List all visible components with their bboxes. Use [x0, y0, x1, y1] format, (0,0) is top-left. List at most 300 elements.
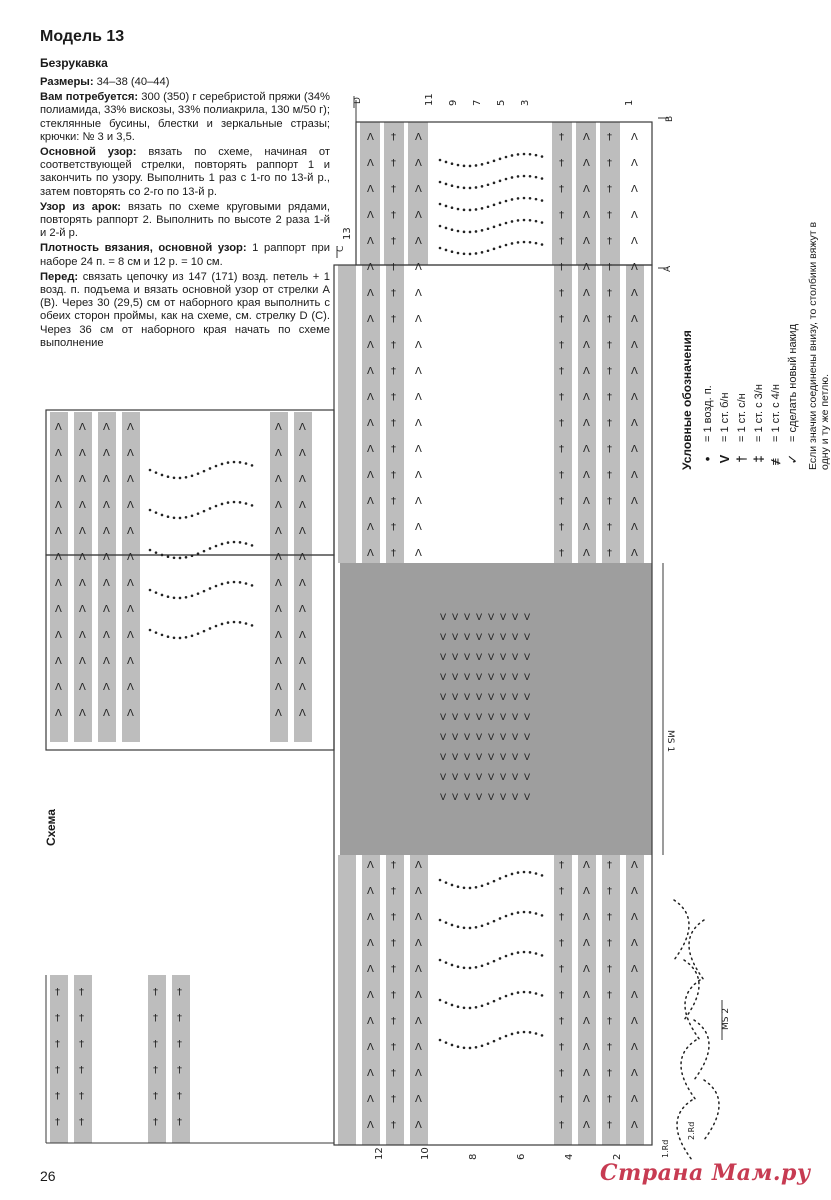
- chain-dot: [209, 587, 212, 590]
- chain-dot: [529, 911, 532, 914]
- stitch-symbol: V: [476, 773, 483, 783]
- stitch-symbol: †: [153, 1065, 158, 1076]
- chain-dot: [197, 592, 200, 595]
- stitch-symbol: Λ: [367, 262, 374, 273]
- stitch-symbol: V: [452, 653, 459, 663]
- stitch-symbol: Λ: [583, 1016, 590, 1027]
- chain-dot: [457, 186, 460, 189]
- stitch-symbol: †: [391, 158, 396, 169]
- stitch-symbol: Λ: [415, 496, 422, 507]
- stitch-symbol: Λ: [103, 422, 110, 433]
- stitch-symbol: †: [559, 262, 564, 273]
- chain-dot: [535, 198, 538, 201]
- stitch-symbol: Λ: [631, 444, 638, 455]
- chain-dot: [493, 182, 496, 185]
- chain-dot: [451, 162, 454, 165]
- stitch-symbol: †: [559, 236, 564, 247]
- legend-title: Условные обозначения: [680, 330, 694, 470]
- stitch-symbol: †: [79, 987, 84, 998]
- stitch-symbol: Λ: [415, 470, 422, 481]
- chain-dot: [209, 467, 212, 470]
- stitch-symbol: Λ: [415, 262, 422, 273]
- paragraph-main-pattern: Основной узор: вязать по схеме, начиная от соответствующей стрелки, повторять раппорт 1 и закончить по узору. Выполнить 1 раз с 1-го по 13-й р., затем повторять со 2-го по 13-й р.: [40, 146, 331, 198]
- stitch-symbol: †: [559, 990, 564, 1001]
- chain-dot: [517, 991, 520, 994]
- stitch-symbol: †: [79, 1065, 84, 1076]
- chain-dot: [239, 581, 242, 584]
- chain-dot: [215, 465, 218, 468]
- chain-dot: [523, 175, 526, 178]
- stitch-symbol: Λ: [275, 578, 282, 589]
- chain-dot: [463, 926, 466, 929]
- stitch-symbol: †: [79, 1091, 84, 1102]
- shaded-cell: [338, 855, 356, 1145]
- chain-dot: [517, 871, 520, 874]
- stitch-symbol: †: [607, 886, 612, 897]
- row-number-2: 2: [612, 1153, 623, 1160]
- stitch-symbol: Λ: [631, 158, 638, 169]
- stitch-symbol: V: [440, 653, 447, 663]
- stitch-symbol: Λ: [55, 656, 62, 667]
- stitch-symbol: †: [177, 1117, 182, 1128]
- chain-dot: [227, 501, 230, 504]
- stitch-symbol: Λ: [79, 422, 86, 433]
- stitch-symbol: Λ: [367, 236, 374, 247]
- chain-dot: [493, 248, 496, 251]
- chain-dot: [487, 1002, 490, 1005]
- stitch-symbol: †: [607, 938, 612, 949]
- shaded-cell: [578, 265, 596, 563]
- chain-dot: [173, 516, 176, 519]
- stitch-symbol: Λ: [631, 340, 638, 351]
- stitch-symbol: Λ: [103, 500, 110, 511]
- stitch-symbol: Λ: [367, 938, 374, 949]
- stitch-symbol: Λ: [127, 552, 134, 563]
- stitch-symbol: Λ: [415, 522, 422, 533]
- chain-dot: [179, 477, 182, 480]
- stitch-symbol: V: [500, 713, 507, 723]
- stitch-symbol: V: [524, 793, 531, 803]
- stitch-symbol: V: [512, 693, 519, 703]
- stitch-symbol: V: [440, 633, 447, 643]
- stitch-symbol: Λ: [127, 682, 134, 693]
- stitch-symbol: †: [607, 132, 612, 143]
- chain-dot: [451, 964, 454, 967]
- stitch-symbol: V: [500, 673, 507, 683]
- stitch-symbol: V: [500, 633, 507, 643]
- stitch-symbol: †: [391, 1094, 396, 1105]
- stitch-symbol: V: [464, 793, 471, 803]
- stitch-symbol: V: [476, 613, 483, 623]
- chain-dot: [535, 992, 538, 995]
- chain-dot: [475, 230, 478, 233]
- stitch-symbol: †: [559, 210, 564, 221]
- stitch-symbol: Λ: [55, 500, 62, 511]
- chain-dot: [463, 231, 466, 234]
- chain-dot: [469, 165, 472, 168]
- chain-dot: [505, 875, 508, 878]
- chain-dot: [209, 507, 212, 510]
- round-1-label: 1.Rd: [661, 1139, 670, 1158]
- stitch-symbol: Λ: [415, 314, 422, 325]
- stitch-symbol: †: [607, 210, 612, 221]
- stitch-symbol: Λ: [367, 158, 374, 169]
- stitch-symbol: V: [512, 613, 519, 623]
- stitch-symbol: †: [559, 964, 564, 975]
- chain-dot: [523, 871, 526, 874]
- stitch-symbol: †: [607, 392, 612, 403]
- chain-dot: [155, 511, 158, 514]
- stitch-symbol: †: [55, 1117, 60, 1128]
- stitch-symbol: Λ: [415, 184, 422, 195]
- stitch-symbol: Λ: [631, 418, 638, 429]
- stitch-symbol: V: [524, 773, 531, 783]
- yarn-over-icon: ✓: [785, 453, 800, 465]
- chain-dot: [203, 550, 206, 553]
- rapport-2-label: MS 2: [721, 1007, 731, 1030]
- stitch-symbol: Λ: [583, 1094, 590, 1105]
- stitch-symbol: †: [559, 1120, 564, 1131]
- stitch-symbol: V: [500, 773, 507, 783]
- stitch-symbol: V: [488, 653, 495, 663]
- stitch-symbol: Λ: [631, 964, 638, 975]
- stitch-symbol: V: [524, 733, 531, 743]
- stitch-symbol: Λ: [79, 474, 86, 485]
- chain-dot: [227, 461, 230, 464]
- stitch-symbol: V: [440, 613, 447, 623]
- stitch-symbol: Λ: [55, 630, 62, 641]
- stitch-symbol: Λ: [583, 470, 590, 481]
- stitch-symbol: Λ: [55, 708, 62, 719]
- chain-dot: [535, 220, 538, 223]
- stitch-symbol: Λ: [631, 210, 638, 221]
- chain-dot: [445, 183, 448, 186]
- stitch-symbol: Λ: [127, 422, 134, 433]
- arrow-c: C: [336, 245, 346, 252]
- stitch-symbol: †: [55, 1065, 60, 1076]
- stitch-symbol: Λ: [367, 314, 374, 325]
- chain-dot: [191, 554, 194, 557]
- stitch-symbol: †: [153, 987, 158, 998]
- stitch-symbol: Λ: [415, 236, 422, 247]
- chain-dot: [505, 178, 508, 181]
- chain-dot: [481, 884, 484, 887]
- chain-dot: [203, 470, 206, 473]
- stitch-symbol: †: [391, 938, 396, 949]
- stitch-symbol: Λ: [103, 474, 110, 485]
- stitch-symbol: V: [440, 673, 447, 683]
- chain-dot: [517, 1031, 520, 1034]
- stitch-symbol: †: [607, 158, 612, 169]
- chain-dot: [149, 589, 152, 592]
- chain-dot: [493, 204, 496, 207]
- stitch-symbol: Λ: [583, 1068, 590, 1079]
- stitch-symbol: V: [452, 633, 459, 643]
- stitch-symbol: Λ: [299, 552, 306, 563]
- stitch-symbol: Λ: [275, 474, 282, 485]
- stitch-symbol: V: [452, 733, 459, 743]
- chain-stitch-icon: •: [700, 456, 715, 462]
- stitch-symbol: Λ: [275, 552, 282, 563]
- stitch-symbol: †: [391, 288, 396, 299]
- chain-dot: [523, 1031, 526, 1034]
- stitch-symbol: †: [559, 470, 564, 481]
- chain-dot: [475, 208, 478, 211]
- stitch-symbol: Λ: [631, 1120, 638, 1131]
- chain-dot: [535, 154, 538, 157]
- stitch-symbol: Λ: [415, 392, 422, 403]
- stitch-symbol: †: [607, 418, 612, 429]
- chain-dot: [541, 914, 544, 917]
- chain-dot: [499, 158, 502, 161]
- stitch-symbol: †: [607, 1120, 612, 1131]
- stitch-symbol: V: [524, 693, 531, 703]
- stitch-symbol: †: [391, 236, 396, 247]
- subtitle: Безрукавка: [40, 56, 108, 70]
- arch-stitch-path: [681, 1040, 696, 1100]
- stitch-symbol: Λ: [631, 886, 638, 897]
- chain-dot: [173, 596, 176, 599]
- stitch-symbol: V: [476, 733, 483, 743]
- chain-dot: [523, 153, 526, 156]
- stitch-symbol: Λ: [415, 860, 422, 871]
- stitch-symbol: †: [559, 860, 564, 871]
- stitch-symbol: †: [559, 1094, 564, 1105]
- stitch-symbol: V: [500, 793, 507, 803]
- stitch-symbol: †: [559, 912, 564, 923]
- stitch-symbol: †: [607, 496, 612, 507]
- chain-dot: [481, 964, 484, 967]
- chain-dot: [457, 965, 460, 968]
- chain-dot: [493, 1040, 496, 1043]
- chain-dot: [203, 510, 206, 513]
- stitch-symbol: Λ: [583, 392, 590, 403]
- stitch-symbol: †: [391, 886, 396, 897]
- chain-dot: [155, 551, 158, 554]
- stitch-symbol: V: [524, 653, 531, 663]
- stitch-symbol: Λ: [299, 500, 306, 511]
- chain-dot: [439, 203, 442, 206]
- stitch-symbol: Λ: [583, 912, 590, 923]
- chain-dot: [251, 624, 254, 627]
- stitch-symbol: Λ: [367, 522, 374, 533]
- stitch-symbol: Λ: [583, 366, 590, 377]
- paragraph-front: Перед: связать цепочку из 147 (171) возд. петель + 1 возд. п. подъема и вязать основной узор от стрелки А (В). Через 30 (29,5) см от наборного края выполнить с обеих сторон проймы, как на схеме, см. стрелку D (С). Через 36 см от наборного края начать по схеме выполнение: [40, 270, 330, 349]
- chain-dot: [529, 991, 532, 994]
- stitch-symbol: †: [559, 418, 564, 429]
- legend-note: Если значки соединены внизу, то столбики вяжут в одну и ту же петлю.: [807, 221, 831, 470]
- page-number: 26: [40, 1168, 56, 1184]
- stitch-symbol: Λ: [631, 1094, 638, 1105]
- stitch-symbol: Λ: [127, 630, 134, 641]
- stitch-symbol: Λ: [103, 604, 110, 615]
- stitch-symbol: V: [500, 753, 507, 763]
- stitch-symbol: Λ: [631, 912, 638, 923]
- stitch-symbol: Λ: [367, 1068, 374, 1079]
- chain-dot: [469, 887, 472, 890]
- stitch-symbol: Λ: [583, 444, 590, 455]
- triple-crochet-icon: ‡: [751, 455, 766, 463]
- chain-dot: [445, 961, 448, 964]
- stitch-symbol: V: [452, 693, 459, 703]
- stitch-symbol: Λ: [299, 578, 306, 589]
- stitch-symbol: Λ: [631, 496, 638, 507]
- stitch-symbol: †: [559, 548, 564, 559]
- stitch-symbol: Λ: [275, 500, 282, 511]
- chain-dot: [451, 924, 454, 927]
- chain-dot: [481, 185, 484, 188]
- stitch-symbol: Λ: [631, 236, 638, 247]
- stitch-symbol: Λ: [415, 444, 422, 455]
- stitch-symbol: V: [452, 613, 459, 623]
- stitch-symbol: V: [452, 753, 459, 763]
- chain-dot: [499, 1037, 502, 1040]
- stitch-symbol: Λ: [299, 682, 306, 693]
- shaded-cell: [602, 265, 620, 563]
- stitch-symbol: †: [391, 444, 396, 455]
- stitch-symbol: V: [476, 633, 483, 643]
- chain-dot: [541, 954, 544, 957]
- stitch-symbol: Λ: [631, 184, 638, 195]
- stitch-symbol: Λ: [367, 990, 374, 1001]
- stitch-symbol: Λ: [367, 1094, 374, 1105]
- stitch-symbol: V: [512, 793, 519, 803]
- stitch-symbol: Λ: [79, 578, 86, 589]
- stitch-symbol: Λ: [631, 1016, 638, 1027]
- stitch-symbol: V: [500, 693, 507, 703]
- stitch-symbol: V: [476, 693, 483, 703]
- chain-dot: [221, 583, 224, 586]
- stitch-symbol: Λ: [583, 158, 590, 169]
- stitch-symbol: Λ: [631, 1068, 638, 1079]
- chain-dot: [155, 471, 158, 474]
- chain-dot: [493, 920, 496, 923]
- chain-dot: [185, 596, 188, 599]
- stitch-symbol: †: [559, 1016, 564, 1027]
- chain-dot: [215, 625, 218, 628]
- shaded-cell: [362, 265, 380, 563]
- stitch-symbol: †: [607, 1068, 612, 1079]
- stitch-symbol: V: [488, 733, 495, 743]
- chain-dot: [457, 885, 460, 888]
- stitch-symbol: Λ: [583, 886, 590, 897]
- chain-dot: [191, 474, 194, 477]
- stitch-symbol: Λ: [415, 288, 422, 299]
- chain-dot: [493, 226, 496, 229]
- arch-stitch-path: [689, 920, 704, 980]
- chain-dot: [245, 462, 248, 465]
- chain-dot: [511, 1033, 514, 1036]
- stitch-symbol: Λ: [79, 448, 86, 459]
- stitch-symbol: V: [524, 613, 531, 623]
- chain-dot: [451, 228, 454, 231]
- stitch-symbol: Λ: [79, 552, 86, 563]
- chain-dot: [463, 1046, 466, 1049]
- chain-dot: [511, 154, 514, 157]
- chain-dot: [469, 1007, 472, 1010]
- stitch-symbol: Λ: [367, 392, 374, 403]
- paragraph-gauge: Плотность вязания, основной узор: 1 раппорт при наборе 24 п. = 8 см и 12 р. = 10 см.: [40, 242, 330, 268]
- stitch-symbol: V: [500, 613, 507, 623]
- chain-dot: [529, 241, 532, 244]
- chain-dot: [191, 634, 194, 637]
- chain-dot: [529, 153, 532, 156]
- double-crochet-icon: †: [734, 455, 749, 463]
- chain-dot: [535, 912, 538, 915]
- model-title: Модель 13: [40, 28, 125, 45]
- stitch-symbol: V: [476, 673, 483, 683]
- stitch-symbol: Λ: [583, 132, 590, 143]
- stitch-symbol: Λ: [127, 708, 134, 719]
- chain-dot: [451, 206, 454, 209]
- chain-dot: [517, 951, 520, 954]
- shaded-cell: [554, 265, 572, 563]
- stitch-symbol: †: [391, 1016, 396, 1027]
- chain-dot: [505, 955, 508, 958]
- row-number-5: 5: [496, 99, 507, 106]
- row-number-7: 7: [472, 99, 483, 106]
- stitch-symbol: †: [559, 496, 564, 507]
- row-number-13: 13: [342, 227, 353, 240]
- stitch-symbol: †: [55, 987, 60, 998]
- stitch-symbol: V: [488, 773, 495, 783]
- chain-dot: [439, 879, 442, 882]
- stitch-symbol: V: [440, 753, 447, 763]
- stitch-symbol: Λ: [299, 526, 306, 537]
- stitch-symbol: Λ: [631, 262, 638, 273]
- stitch-symbol: †: [607, 262, 612, 273]
- stitch-symbol: V: [464, 753, 471, 763]
- chain-dot: [499, 877, 502, 880]
- chain-dot: [487, 962, 490, 965]
- chain-dot: [523, 241, 526, 244]
- stitch-symbol: Λ: [631, 288, 638, 299]
- stitch-symbol: V: [440, 773, 447, 783]
- chain-dot: [499, 917, 502, 920]
- stitch-symbol: V: [512, 733, 519, 743]
- stitch-symbol: Λ: [367, 184, 374, 195]
- chain-dot: [221, 623, 224, 626]
- stitch-symbol: †: [559, 1042, 564, 1053]
- chain-dot: [149, 509, 152, 512]
- stitch-symbol: V: [524, 633, 531, 643]
- stitch-symbol: Λ: [275, 448, 282, 459]
- stitch-symbol: Λ: [299, 630, 306, 641]
- chain-dot: [505, 200, 508, 203]
- chain-dot: [445, 921, 448, 924]
- single-crochet-icon: V: [717, 454, 732, 464]
- legend-item-tr3: ‡ = 1 ст. с 3/н: [751, 110, 766, 470]
- stitch-symbol: Λ: [631, 366, 638, 377]
- arrow-b: B: [665, 115, 675, 122]
- stitch-symbol: Λ: [275, 708, 282, 719]
- stitch-symbol: Λ: [103, 708, 110, 719]
- stitch-symbol: Λ: [415, 990, 422, 1001]
- stitch-symbol: V: [464, 693, 471, 703]
- stitch-symbol: Λ: [367, 210, 374, 221]
- stitch-symbol: †: [55, 1013, 60, 1024]
- stitch-symbol: †: [607, 314, 612, 325]
- stitch-symbol: Λ: [79, 682, 86, 693]
- chain-dot: [475, 1046, 478, 1049]
- chain-dot: [457, 164, 460, 167]
- paragraph-arch-pattern: Узор из арок: вязать по схеме круговыми рядами, повторять раппорт 2. Выполнить по высоте 2 раза 1-й и 2-й р.: [40, 200, 330, 240]
- chain-dot: [149, 469, 152, 472]
- chain-dot: [529, 197, 532, 200]
- stitch-symbol: V: [464, 713, 471, 723]
- chain-dot: [499, 246, 502, 249]
- stitch-symbol: †: [607, 548, 612, 559]
